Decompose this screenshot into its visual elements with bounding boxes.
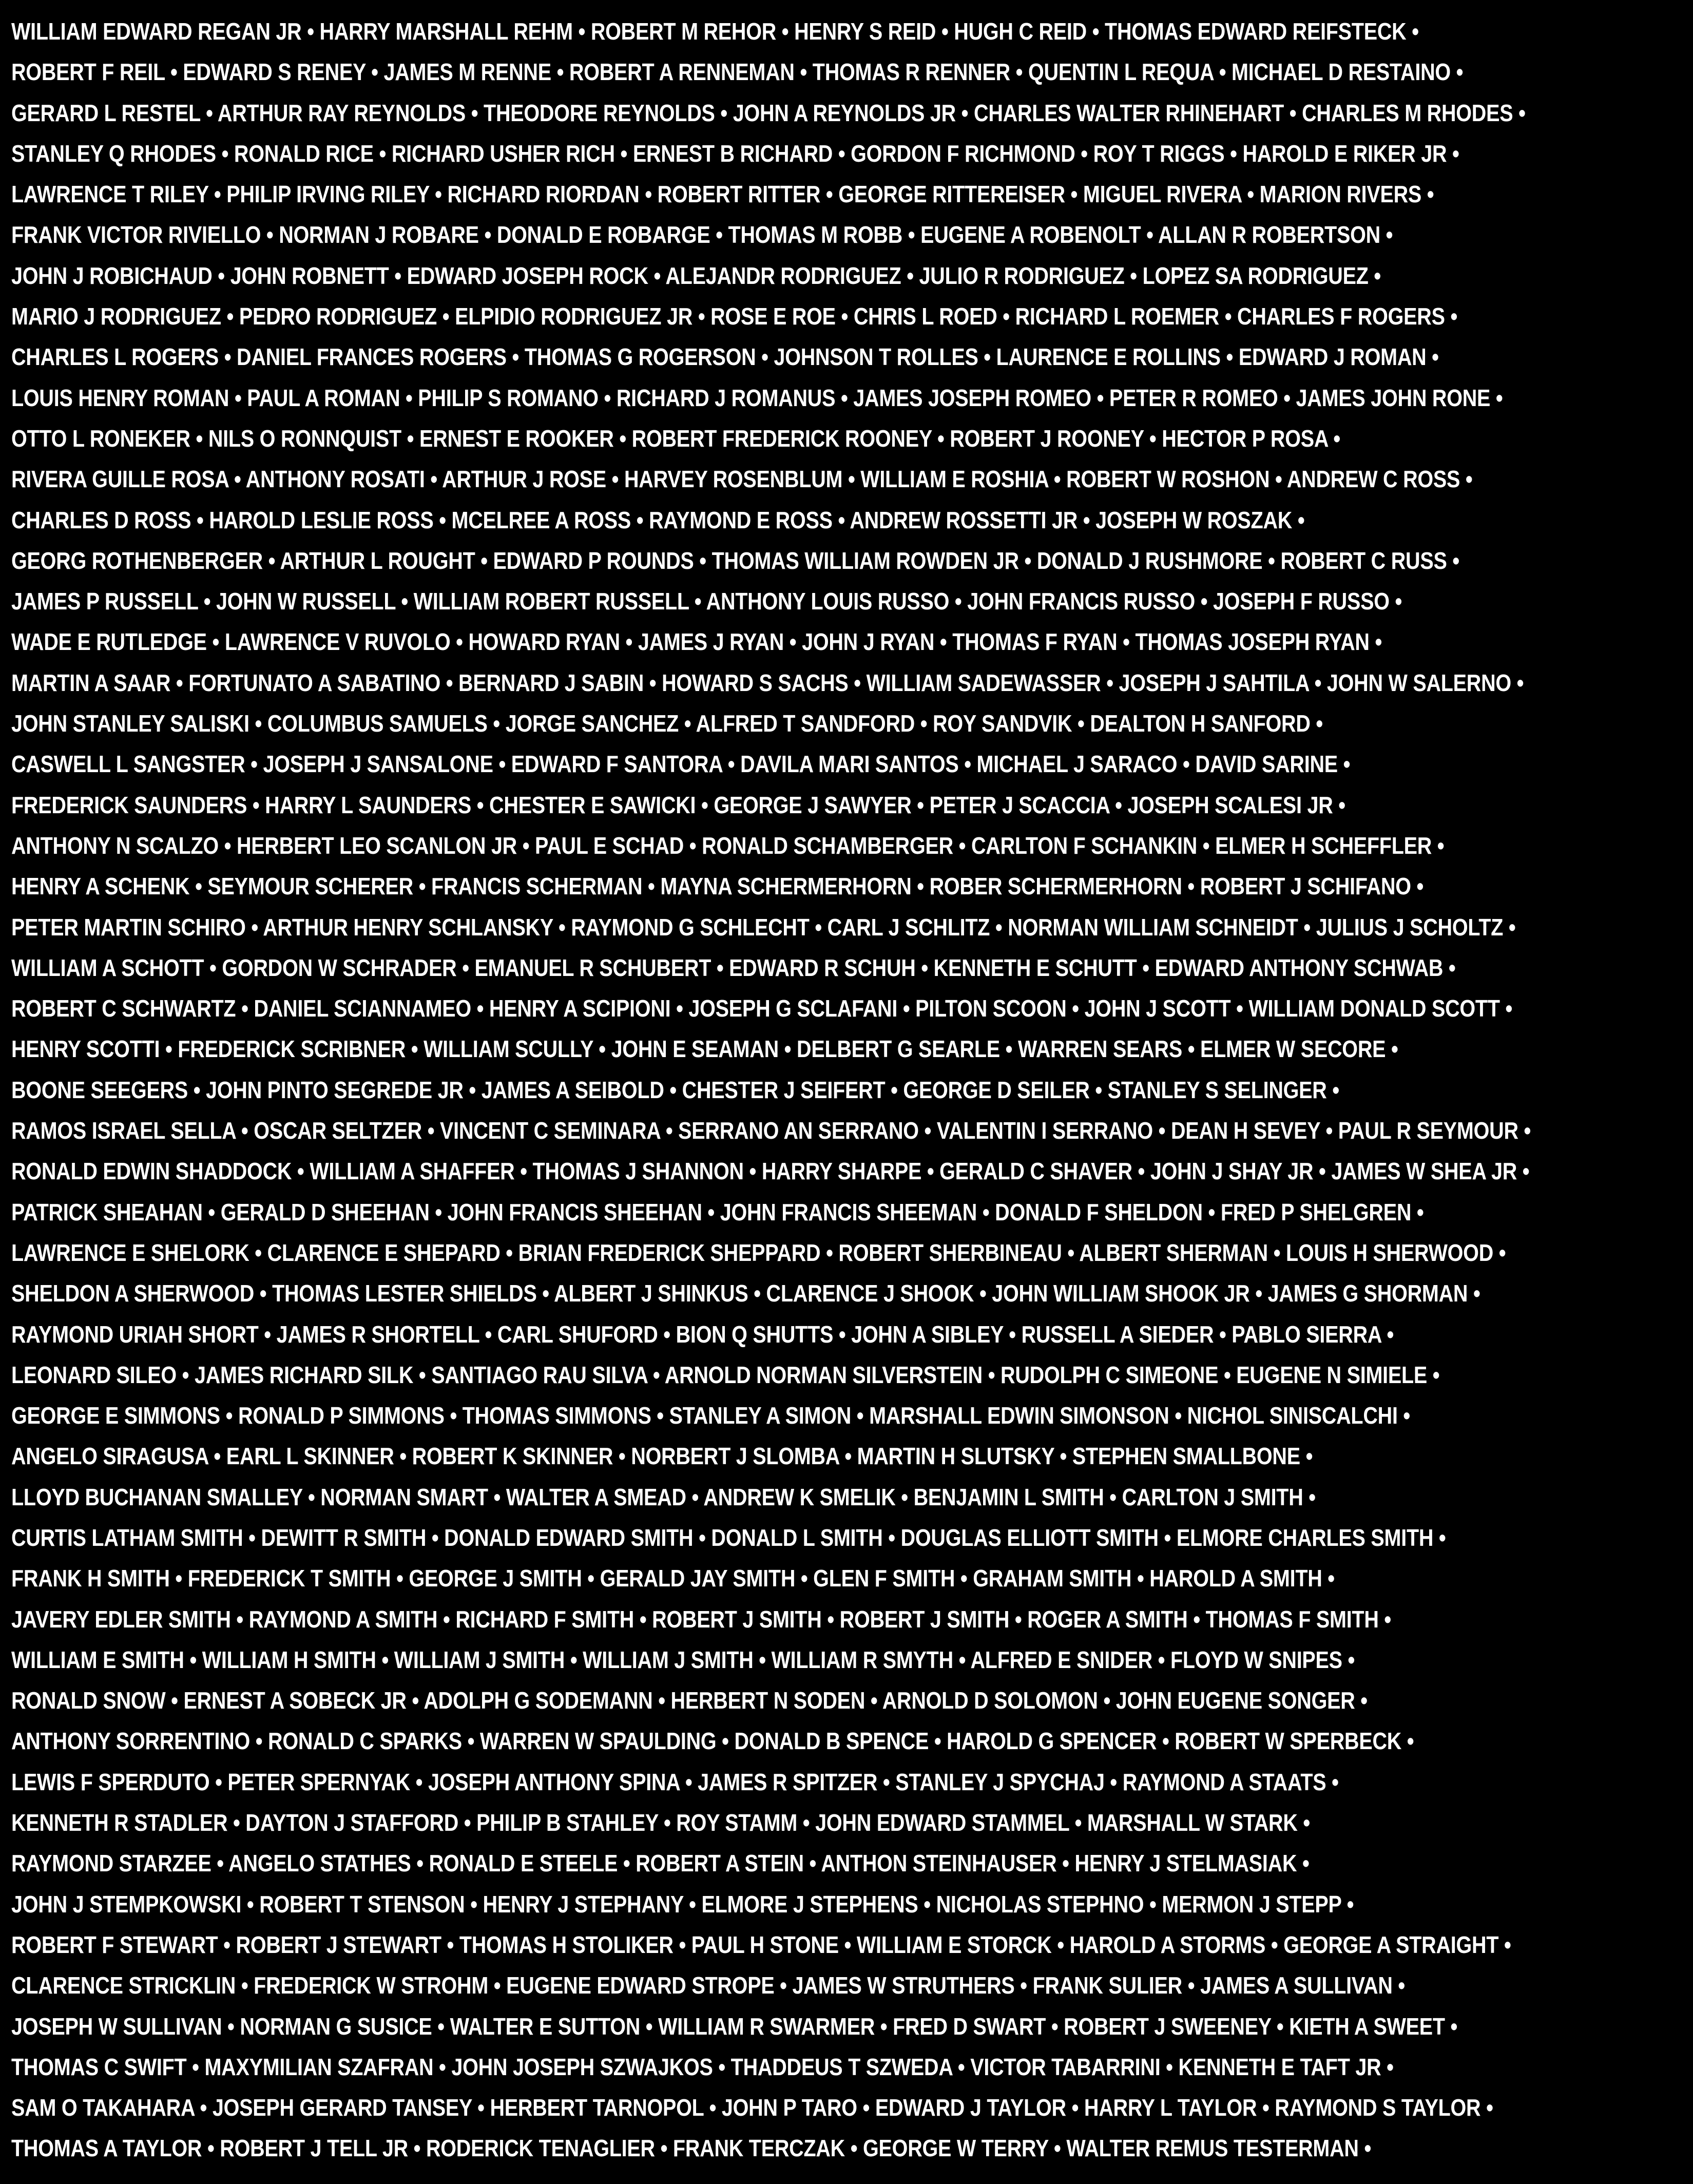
name-line: SHELDON A SHERWOOD • THOMAS LESTER SHIELDS • ALBERT J SHINKUS • CLARENCE J SHOOK • JOHN WILLIAM SHOOK JR • JAMES G SHORMAN • <box>11 1280 1480 1307</box>
name-line: RONALD SNOW • ERNEST A SOBECK JR • ADOLPH G SODEMANN • HERBERT N SODEN • ARNOLD D SOLOMON • JOHN EUGENE SONGER • <box>11 1687 1368 1714</box>
name-line: GEORG ROTHENBERGER • ARTHUR L ROUGHT • EDWARD P ROUNDS • THOMAS WILLIAM ROWDEN JR • DONALD J RUSHMORE • ROBERT C RUSS • <box>11 547 1459 574</box>
name-line: PETER MARTIN SCHIRO • ARTHUR HENRY SCHLANSKY • RAYMOND G SCHLECHT • CARL J SCHLITZ • NORMAN WILLIAM SCHNEIDT • JULIUS J SCHOLTZ • <box>11 913 1516 941</box>
name-line: THOMAS A TAYLOR • ROBERT J TELL JR • RODERICK TENAGLIER • FRANK TERCZAK • GEORGE W TERRY • WALTER REMUS TESTERMAN • <box>11 2135 1372 2162</box>
name-line: RONALD EDWIN SHADDOCK • WILLIAM A SHAFFER • THOMAS J SHANNON • HARRY SHARPE • GERALD C SHAVER • JOHN J SHAY JR • JAMES W SHEA JR • <box>11 1158 1530 1185</box>
name-line: CLARENCE STRICKLIN • FREDERICK W STROHM • EUGENE EDWARD STROPE • JAMES W STRUTHERS • FRANK SULIER • JAMES A SULLIVAN • <box>11 1972 1406 1999</box>
name-line: FREDERICK SAUNDERS • HARRY L SAUNDERS • CHESTER E SAWICKI • GEORGE J SAWYER • PETER J SCACCIA • JOSEPH SCALESI JR • <box>11 791 1345 818</box>
name-line: BOONE SEEGERS • JOHN PINTO SEGREDE JR • JAMES A SEIBOLD • CHESTER J SEIFERT • GEORGE D SEILER • STANLEY S SELINGER • <box>11 1076 1339 1103</box>
name-line: LOUIS HENRY ROMAN • PAUL A ROMAN • PHILIP S ROMANO • RICHARD J ROMANUS • JAMES JOSEPH ROMEO • PETER R ROMEO • JAMES JOHN RONE • <box>11 384 1503 411</box>
name-line: HENRY SCOTTI • FREDERICK SCRIBNER • WILLIAM SCULLY • JOHN E SEAMAN • DELBERT G SEARLE • WARREN SEARS • ELMER W SECORE • <box>11 1036 1398 1063</box>
name-line: STANLEY Q RHODES • RONALD RICE • RICHARD USHER RICH • ERNEST B RICHARD • GORDON F RICHMOND • ROY T RIGGS • HAROLD E RIKER JR • <box>11 140 1459 167</box>
name-line: ROBERT F REIL • EDWARD S RENEY • JAMES M RENNE • ROBERT A RENNEMAN • THOMAS R RENNER • QUENTIN L REQUA • MICHAEL D RESTAINO • <box>11 59 1464 86</box>
name-line: HENRY A SCHENK • SEYMOUR SCHERER • FRANCIS SCHERMAN • MAYNA SCHERMERHORN • ROBER SCHERMERHORN • ROBERT J SCHIFANO • <box>11 873 1424 900</box>
name-line: LLOYD BUCHANAN SMALLEY • NORMAN SMART • WALTER A SMEAD • ANDREW K SMELIK • BENJAMIN L SMITH • CARLTON J SMITH • <box>11 1483 1316 1510</box>
name-line: ANTHONY SORRENTINO • RONALD C SPARKS • WARREN W SPAULDING • DONALD B SPENCE • HAROLD G SPENCER • ROBERT W SPERBECK • <box>11 1728 1414 1755</box>
name-line: ROBERT C SCHWARTZ • DANIEL SCIANNAMEO • HENRY A SCIPIONI • JOSEPH G SCLAFANI • PILTON SCOON • JOHN J SCOTT • WILLIAM DONALD SCOTT • <box>11 995 1513 1022</box>
name-line: CHARLES L ROGERS • DANIEL FRANCES ROGERS • THOMAS G ROGERSON • JOHNSON T ROLLES • LAURENCE E ROLLINS • EDWARD J ROMAN • <box>11 343 1439 371</box>
name-line: RAMOS ISRAEL SELLA • OSCAR SELTZER • VINCENT C SEMINARA • SERRANO AN SERRANO • VALENTIN I SERRANO • DEAN H SEVEY • PAUL R SEYMOUR • <box>11 1117 1531 1144</box>
name-line: LEWIS F SPERDUTO • PETER SPERNYAK • JOSEPH ANTHONY SPINA • JAMES R SPITZER • STANLEY J SPYCHAJ • RAYMOND A STAATS • <box>11 1768 1339 1795</box>
name-line: OTTO L RONEKER • NILS O RONNQUIST • ERNEST E ROOKER • ROBERT FREDERICK ROONEY • ROBERT J ROONEY • HECTOR P ROSA • <box>11 425 1341 452</box>
name-line: ANGELO SIRAGUSA • EARL L SKINNER • ROBERT K SKINNER • NORBERT J SLOMBA • MARTIN H SLUTSKY • STEPHEN SMALLBONE • <box>11 1443 1313 1470</box>
name-line: JOSEPH W SULLIVAN • NORMAN G SUSICE • WALTER E SUTTON • WILLIAM R SWARMER • FRED D SWART • ROBERT J SWEENEY • KIETH A SWEET • <box>11 2013 1458 2040</box>
name-line: RAYMOND URIAH SHORT • JAMES R SHORTELL • CARL SHUFORD • BION Q SHUTTS • JOHN A SIBLEY • RUSSELL A SIEDER • PABLO SIERRA • <box>11 1320 1394 1348</box>
name-line: JAMES P RUSSELL • JOHN W RUSSELL • WILLIAM ROBERT RUSSELL • ANTHONY LOUIS RUSSO • JOHN FRANCIS RUSSO • JOSEPH F RUSSO • <box>11 588 1402 615</box>
name-line: WILLIAM A SCHOTT • GORDON W SCHRADER • EMANUEL R SCHUBERT • EDWARD R SCHUH • KENNETH E SCHUTT • EDWARD ANTHONY SCHWAB • <box>11 954 1456 981</box>
name-line: LAWRENCE E SHELORK • CLARENCE E SHEPARD • BRIAN FREDERICK SHEPPARD • ROBERT SHERBINEAU • ALBERT SHERMAN • LOUIS H SHERWOOD • <box>11 1239 1506 1266</box>
name-line: ROBERT F STEWART • ROBERT J STEWART • THOMAS H STOLIKER • PAUL H STONE • WILLIAM E STORCK • HAROLD A STORMS • GEORGE A STRAIGHT • <box>11 1931 1511 1958</box>
name-line: GERARD L RESTEL • ARTHUR RAY REYNOLDS • THEODORE REYNOLDS • JOHN A REYNOLDS JR • CHARLES WALTER RHINEHART • CHARLES M RHODES • <box>11 99 1526 126</box>
name-line: THOMAS C SWIFT • MAXYMILIAN SZAFRAN • JOHN JOSEPH SZWAJKOS • THADDEUS T SZWEDA • VICTOR TABARRINI • KENNETH E TAFT JR • <box>11 2053 1394 2080</box>
name-line: FRANK VICTOR RIVIELLO • NORMAN J ROBARE • DONALD E ROBARGE • THOMAS M ROBB • EUGENE A ROBENOLT • ALLAN R ROBERTSON • <box>11 221 1393 248</box>
name-line: JOHN STANLEY SALISKI • COLUMBUS SAMUELS • JORGE SANCHEZ • ALFRED T SANDFORD • ROY SANDVIK • DEALTON H SANFORD • <box>11 710 1323 737</box>
name-line: KENNETH R STADLER • DAYTON J STAFFORD • PHILIP B STAHLEY • ROY STAMM • JOHN EDWARD STAMMEL • MARSHALL W STARK • <box>11 1809 1310 1836</box>
memorial-name-list <box>11 11 1690 2169</box>
name-line: RIVERA GUILLE ROSA • ANTHONY ROSATI • ARTHUR J ROSE • HARVEY ROSENBLUM • WILLIAM E ROSHIA • ROBERT W ROSHON • ANDREW C ROSS • <box>11 466 1473 493</box>
name-line: WILLIAM EDWARD REGAN JR • HARRY MARSHALL REHM • ROBERT M REHOR • HENRY S REID • HUGH C REID • THOMAS EDWARD REIFSTECK • <box>11 18 1419 45</box>
name-line: WILLIAM E SMITH • WILLIAM H SMITH • WILLIAM J SMITH • WILLIAM J SMITH • WILLIAM R SMYTH • ALFRED E SNIDER • FLOYD W SNIPES • <box>11 1646 1355 1673</box>
name-line: JOHN J ROBICHAUD • JOHN ROBNETT • EDWARD JOSEPH ROCK • ALEJANDR RODRIGUEZ • JULIO R RODRIGUEZ • LOPEZ SA RODRIGUEZ • <box>11 262 1381 289</box>
name-line: JAVERY EDLER SMITH • RAYMOND A SMITH • RICHARD F SMITH • ROBERT J SMITH • ROBERT J SMITH • ROGER A SMITH • THOMAS F SMITH • <box>11 1605 1391 1633</box>
name-line: MARTIN A SAAR • FORTUNATO A SABATINO • BERNARD J SABIN • HOWARD S SACHS • WILLIAM SADEWASSER • JOSEPH J SAHTILA • JOHN W SALERNO • <box>11 669 1524 696</box>
name-line: JOHN J STEMPKOWSKI • ROBERT T STENSON • HENRY J STEPHANY • ELMORE J STEPHENS • NICHOLAS STEPHNO • MERMON J STEPP • <box>11 1890 1354 1918</box>
name-line: SAM O TAKAHARA • JOSEPH GERARD TANSEY • HERBERT TARNOPOL • JOHN P TARO • EDWARD J TAYLOR • HARRY L TAYLOR • RAYMOND S TAYLOR • <box>11 2094 1493 2121</box>
name-line: ANTHONY N SCALZO • HERBERT LEO SCANLON JR • PAUL E SCHAD • RONALD SCHAMBERGER • CARLTON F SCHANKIN • ELMER H SCHEFFLER • <box>11 832 1445 859</box>
name-line: CASWELL L SANGSTER • JOSEPH J SANSALONE • EDWARD F SANTORA • DAVILA MARI SANTOS • MICHAEL J SARACO • DAVID SARINE • <box>11 751 1351 778</box>
name-line: GEORGE E SIMMONS • RONALD P SIMMONS • THOMAS SIMMONS • STANLEY A SIMON • MARSHALL EDWIN SIMONSON • NICHOL SINISCALCHI • <box>11 1402 1411 1429</box>
name-line: LEONARD SILEO • JAMES RICHARD SILK • SANTIAGO RAU SILVA • ARNOLD NORMAN SILVERSTEIN • RUDOLPH C SIMEONE • EUGENE N SIMIELE • <box>11 1361 1440 1388</box>
name-line: CHARLES D ROSS • HAROLD LESLIE ROSS • MCELREE A ROSS • RAYMOND E ROSS • ANDREW ROSSETTI JR • JOSEPH W ROSZAK • <box>11 506 1305 533</box>
name-line: WADE E RUTLEDGE • LAWRENCE V RUVOLO • HOWARD RYAN • JAMES J RYAN • JOHN J RYAN • THOMAS F RYAN • THOMAS JOSEPH RYAN • <box>11 628 1382 656</box>
name-line: FRANK H SMITH • FREDERICK T SMITH • GEORGE J SMITH • GERALD JAY SMITH • GLEN F SMITH • GRAHAM SMITH • HAROLD A SMITH • <box>11 1565 1335 1592</box>
name-line: CURTIS LATHAM SMITH • DEWITT R SMITH • DONALD EDWARD SMITH • DONALD L SMITH • DOUGLAS ELLIOTT SMITH • ELMORE CHARLES SMITH • <box>11 1524 1446 1551</box>
name-line: LAWRENCE T RILEY • PHILIP IRVING RILEY • RICHARD RIORDAN • ROBERT RITTER • GEORGE RITTEREISER • MIGUEL RIVERA • MARION RIVERS • <box>11 181 1434 208</box>
name-line: MARIO J RODRIGUEZ • PEDRO RODRIGUEZ • ELPIDIO RODRIGUEZ JR • ROSE E ROE • CHRIS L ROED • RICHARD L ROEMER • CHARLES F ROGERS • <box>11 303 1458 330</box>
name-line: RAYMOND STARZEE • ANGELO STATHES • RONALD E STEELE • ROBERT A STEIN • ANTHON STEINHAUSER • HENRY J STELMASIAK • <box>11 1850 1310 1877</box>
name-line: PATRICK SHEAHAN • GERALD D SHEEHAN • JOHN FRANCIS SHEEHAN • JOHN FRANCIS SHEEMAN • DONALD F SHELDON • FRED P SHELGREN • <box>11 1198 1424 1225</box>
